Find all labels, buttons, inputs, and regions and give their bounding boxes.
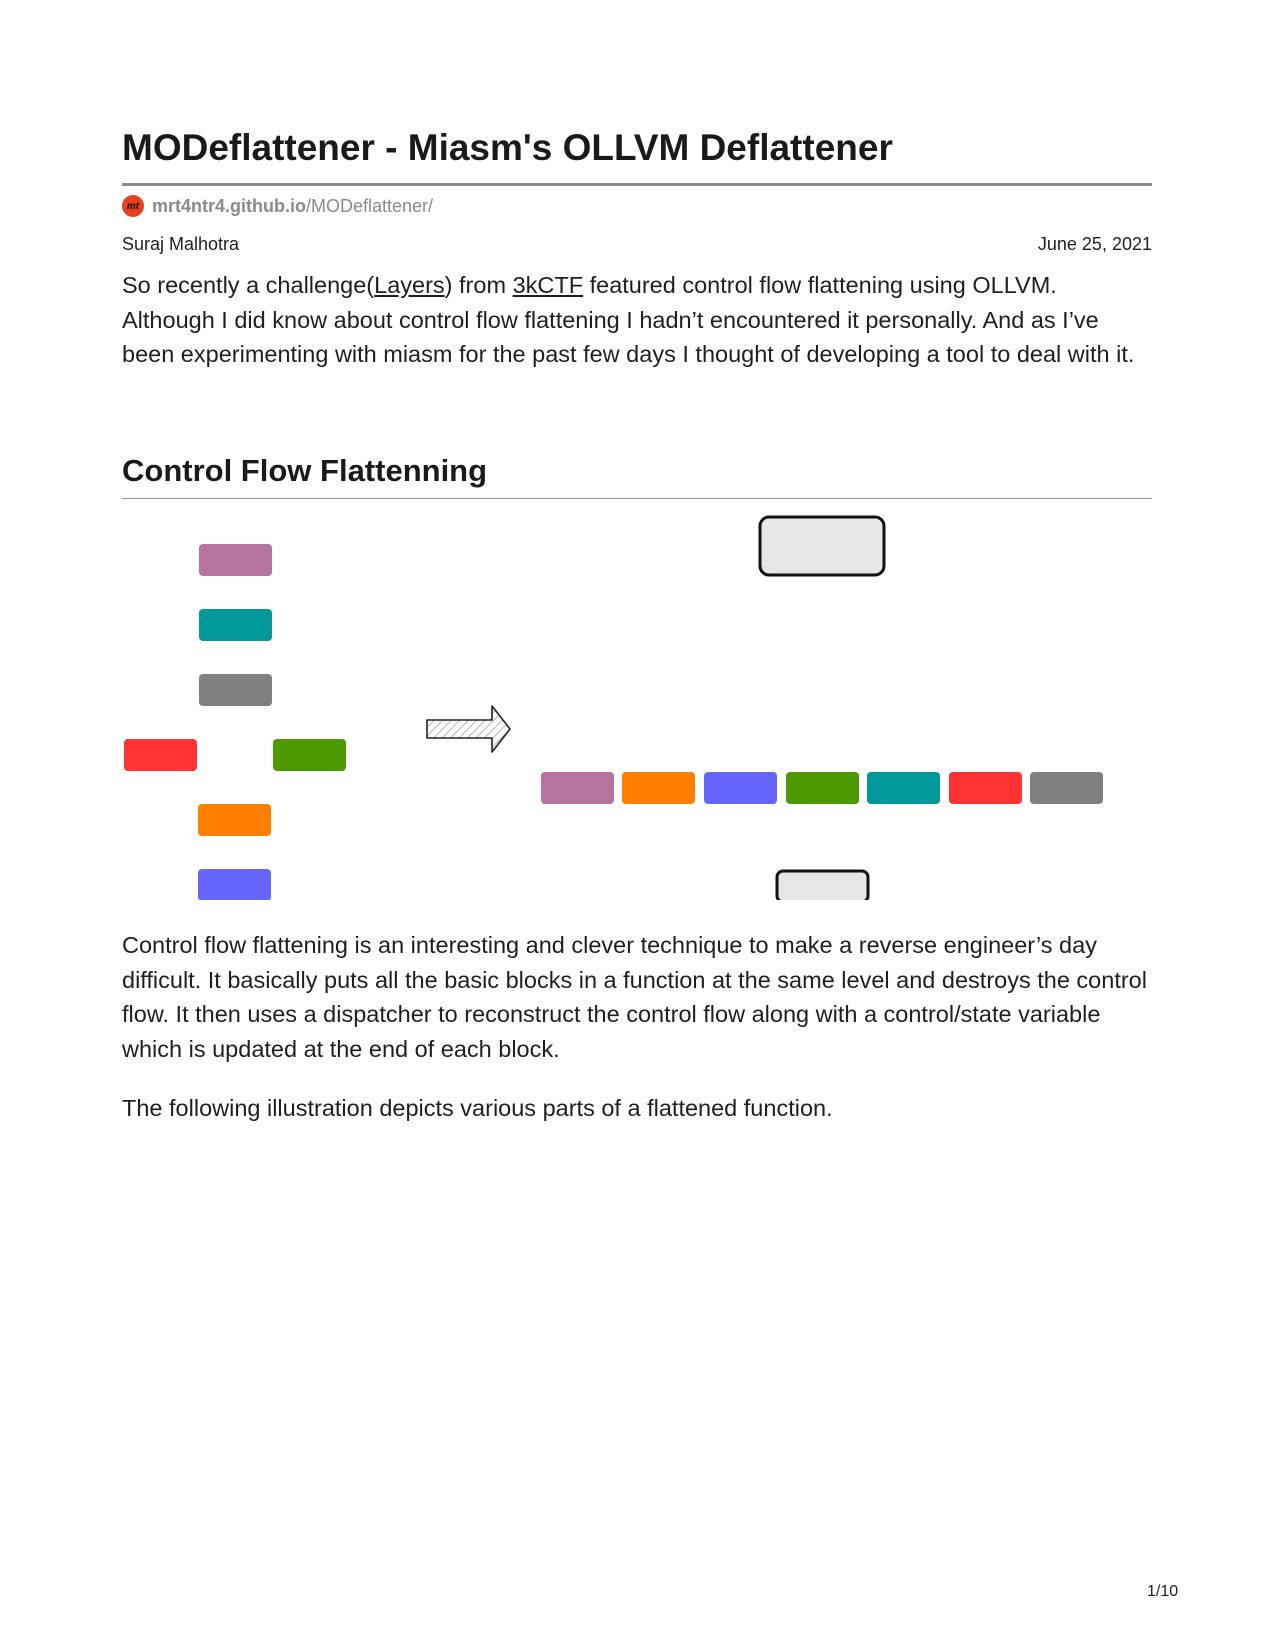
flat-block-4 [786,772,859,804]
flat-block-1 [541,772,614,804]
flat-block-6 [949,772,1022,804]
illustration-paragraph: The following illustration depicts various parts of a flattened function. [122,1095,833,1121]
flattened-cfg [541,517,1103,900]
intro-text-1: So recently a challenge( [122,272,375,298]
block-orange [198,804,271,836]
intro-text-3: featured control flow flattening using OLLVM. Although I did know about control flow flattening I hadn’t encountered it personally. And as I’ve been experimenting with miasm for the past few days I thought of developing a tool to deal with it. [122,272,1135,367]
meta-row [122,234,1152,255]
intro-text-2: ) from [444,272,513,298]
flat-block-2 [622,772,695,804]
dispatcher-block [760,517,884,575]
return-block [777,871,868,900]
section-heading: Control Flow Flattenning [122,453,488,488]
block-purple [199,544,272,576]
original-cfg [124,544,346,900]
block-teal [199,609,272,641]
block-blue [198,869,271,900]
source-path[interactable]: /MODeflattener/ [306,195,434,216]
block-red [124,739,197,771]
source-domain[interactable]: mrt4ntr4.github.io [152,195,306,216]
flat-block-7 [1030,772,1103,804]
body-paragraph: Control flow flattening is an interesting and clever technique to make a reverse engineer’s day difficult. It basically puts all the basic blocks in a function at the same level and destroys the control flow. It then uses a dispatcher to reconstruct the control flow along with a control/state variable which is updated at the end of each block. [122,932,1147,1062]
right-arrow-icon [427,706,510,752]
layers-link[interactable]: Layers [374,272,445,298]
page-number: 1/10 [1147,1583,1179,1600]
site-logo-icon: mt [122,195,144,217]
flat-block-5 [867,772,940,804]
flat-block-3 [704,772,777,804]
publish-date: June 25, 2021 [1037,234,1152,254]
page-title: MODeflattener - Miasm's OLLVM Deflattener [122,127,893,168]
author: Suraj Malhotra [122,234,240,254]
intro-paragraph [122,268,1152,372]
control-flow-diagram [0,500,1275,900]
title-divider [122,183,1152,186]
section-divider [122,498,1152,499]
3kctf-link[interactable]: 3kCTF [512,272,584,298]
source-line[interactable] [122,194,433,218]
block-green [273,739,346,771]
block-gray [199,674,272,706]
